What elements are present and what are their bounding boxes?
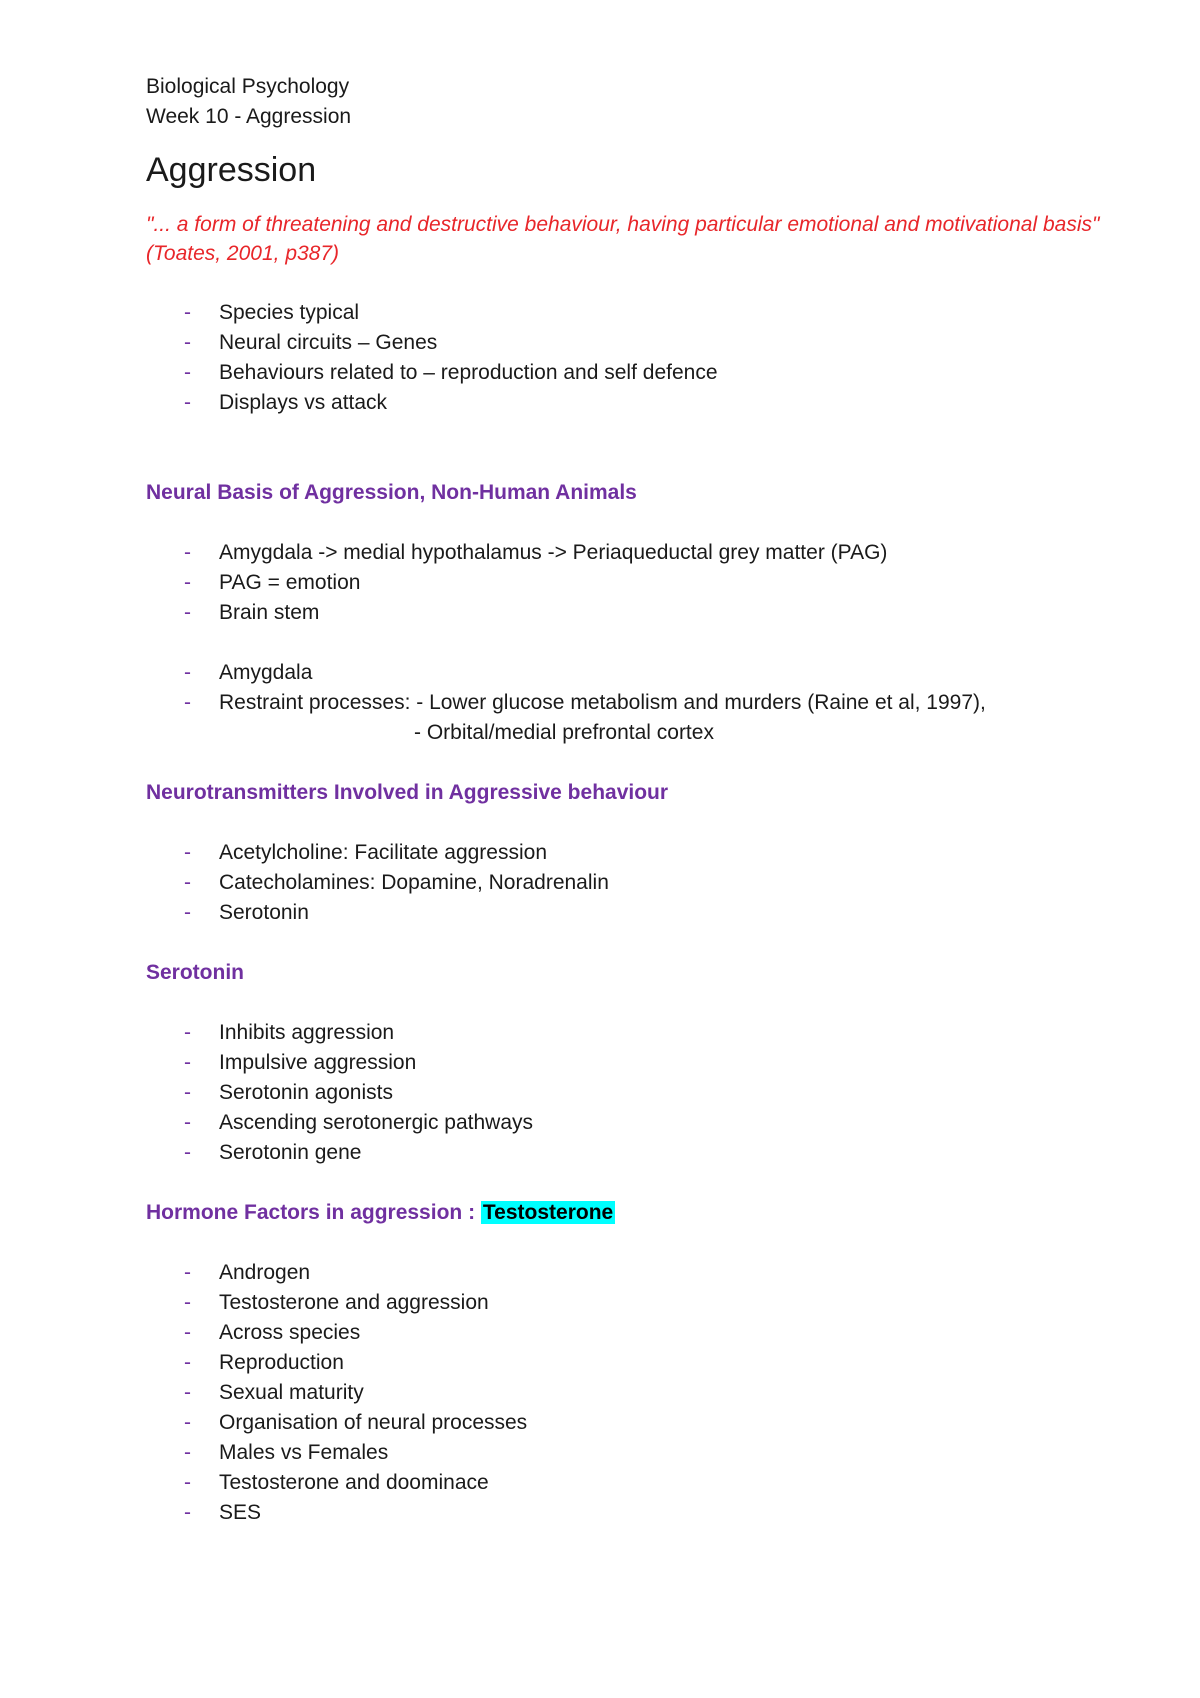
list-item: - Catecholamines: Dopamine, Noradrenalin (146, 868, 1146, 898)
section-heading-neurotransmitters: Neurotransmitters Involved in Aggressive behaviour (146, 781, 669, 804)
dash-bullet: - (184, 661, 191, 684)
list-item: - Across species (146, 1318, 1146, 1348)
hormones-list (146, 1258, 1146, 1528)
dash-bullet: - (184, 871, 191, 894)
section-heading-serotonin: Serotonin (146, 961, 244, 984)
hormones-heading-prefix: Hormone Factors in aggression : (146, 1201, 481, 1224)
list-item: - Sexual maturity (146, 1378, 1146, 1408)
dash-bullet: - (184, 541, 191, 564)
restraint-sub-item: - Orbital/medial prefrontal cortex (414, 721, 714, 744)
list-item: - Acetylcholine: Facilitate aggression (146, 838, 1146, 868)
list-item: - Inhibits aggression (146, 1018, 1146, 1048)
list-item: - Androgen (146, 1258, 1146, 1288)
dash-bullet: - (184, 361, 191, 384)
dash-bullet: - (184, 1021, 191, 1044)
dash-bullet: - (184, 901, 191, 924)
dash-bullet: - (184, 1291, 191, 1314)
dash-bullet: - (184, 691, 191, 714)
intro-list (146, 298, 1146, 418)
dash-bullet: - (184, 1321, 191, 1344)
definition-quote: "... a form of threatening and destructive behaviour, having particular emotional and motivational basis" (Toates, 2001, p387) (146, 213, 1100, 265)
dash-bullet: - (184, 841, 191, 864)
dash-bullet: - (184, 301, 191, 324)
list-item: - Serotonin agonists (146, 1078, 1146, 1108)
neural-list-b (146, 658, 1146, 718)
list-item: - Testosterone and aggression (146, 1288, 1146, 1318)
highlighted-term: Testosterone (482, 1201, 614, 1224)
dash-bullet: - (184, 1381, 191, 1404)
dash-bullet: - (184, 1081, 191, 1104)
list-item: - Reproduction (146, 1348, 1146, 1378)
list-item: - Displays vs attack (146, 388, 1146, 418)
list-item: - Serotonin (146, 898, 1146, 928)
dash-bullet: - (184, 1441, 191, 1464)
list-item: - Serotonin gene (146, 1138, 1146, 1168)
neural-list-a (146, 538, 1146, 628)
list-item: - Amygdala -> medial hypothalamus -> Periaqueductal grey matter (PAG) (146, 538, 1146, 568)
list-item: - Restraint processes: - Lower glucose metabolism and murders (Raine et al, 1997), (146, 688, 1146, 718)
document-page (146, 72, 1146, 1528)
list-item: - Impulsive aggression (146, 1048, 1146, 1078)
dash-bullet: - (184, 391, 191, 414)
dash-bullet: - (184, 1111, 191, 1134)
serotonin-list (146, 1018, 1146, 1168)
section-heading-neural-basis: Neural Basis of Aggression, Non-Human Animals (146, 481, 637, 504)
dash-bullet: - (184, 1501, 191, 1524)
week-label: Week 10 - Aggression (146, 105, 352, 128)
dash-bullet: - (184, 1471, 191, 1494)
list-item: - Amygdala (146, 658, 1146, 688)
list-item: - Ascending serotonergic pathways (146, 1108, 1146, 1138)
dash-bullet: - (184, 571, 191, 594)
dash-bullet: - (184, 1141, 191, 1164)
course-name: Biological Psychology (146, 75, 350, 98)
dash-bullet: - (184, 1261, 191, 1284)
dash-bullet: - (184, 601, 191, 624)
list-item: - Organisation of neural processes (146, 1408, 1146, 1438)
neurotransmitters-list (146, 838, 1146, 928)
list-item: - Males vs Females (146, 1438, 1146, 1468)
section-heading-hormones (146, 1198, 1146, 1228)
dash-bullet: - (184, 1051, 191, 1074)
dash-bullet: - (184, 1351, 191, 1374)
list-item: - Species typical (146, 298, 1146, 328)
list-item: - Behaviours related to – reproduction and self defence (146, 358, 1146, 388)
document-title: Aggression (146, 151, 317, 189)
list-item: - PAG = emotion (146, 568, 1146, 598)
list-item: - Testosterone and doominace (146, 1468, 1146, 1498)
dash-bullet: - (184, 1411, 191, 1434)
list-item: - Neural circuits – Genes (146, 328, 1146, 358)
dash-bullet: - (184, 331, 191, 354)
list-item: - Brain stem (146, 598, 1146, 628)
list-item: - SES (146, 1498, 1146, 1528)
